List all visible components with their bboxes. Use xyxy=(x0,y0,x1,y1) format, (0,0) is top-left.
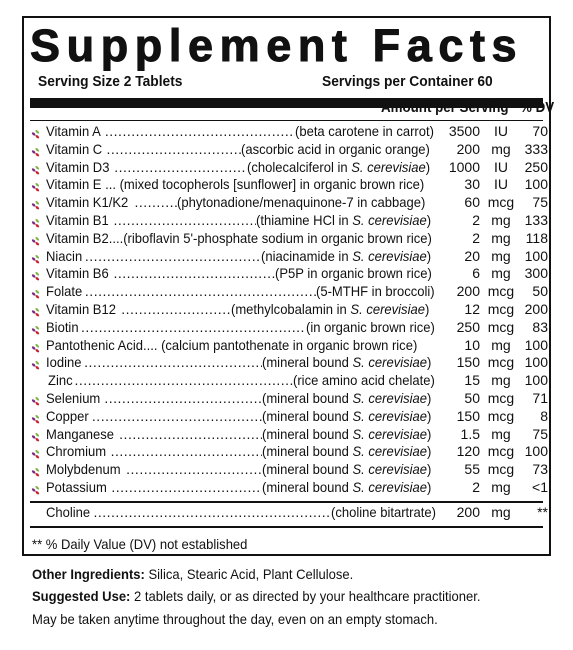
nutrient-amount: 30 xyxy=(464,176,480,193)
nutrient-dv: 200 xyxy=(524,301,548,317)
suggested-use xyxy=(32,588,480,604)
suggested-use-text: 2 tablets daily, or as directed by your healthcare practitioner. xyxy=(130,588,481,604)
nutrient-dv: 100 xyxy=(524,372,548,389)
nutrient-dv: 71 xyxy=(532,390,548,406)
nutrient-source: (phytonadione/menaquinone-7 in cabbage) xyxy=(177,194,426,211)
nutrient-dv: <1 xyxy=(532,479,548,495)
leaf-icon xyxy=(30,341,41,352)
nutrient-name: Selenium xyxy=(46,390,101,406)
nutrient-source: (mineral bound S. cerevisiae) xyxy=(261,354,432,371)
nutrient-unit: mg xyxy=(491,247,511,264)
nutrient-amount: 200 xyxy=(456,140,480,157)
suggested-use-label: Suggested Use: xyxy=(32,588,131,604)
nutrient-name: Zinc xyxy=(48,372,73,389)
nutrient-row-choline xyxy=(24,504,549,522)
nutrient-row xyxy=(24,461,549,479)
nutrient-name: Molybdenum xyxy=(46,461,121,478)
panel-title: Supplement Facts xyxy=(30,20,524,71)
nutrient-unit: mcg xyxy=(487,283,515,300)
nutrient-row xyxy=(24,265,549,283)
nutrient-name: Niacin xyxy=(46,247,83,264)
timing-note: May be taken anytime throughout the day, even on an empty stomach. xyxy=(32,611,438,627)
nutrient-name: Pantothenic Acid.... (calcium pantothenate in organic brown rice) xyxy=(46,336,418,353)
footnote-divider xyxy=(30,526,543,528)
nutrient-dv: 100 xyxy=(524,247,548,264)
nutrient-dv: 100 xyxy=(524,176,548,193)
nutrient-name: Vitamin B6 xyxy=(46,265,109,282)
nutrient-amount: 2 xyxy=(472,479,480,495)
nutrient-row xyxy=(24,283,549,301)
nutrient-dv: ** xyxy=(537,504,548,520)
nutrient-name: Vitamin K1/K2 xyxy=(46,194,129,211)
leaf-icon xyxy=(30,163,41,174)
dot-leader xyxy=(92,408,262,426)
nutrient-name: Biotin xyxy=(46,318,79,335)
nutrient-row xyxy=(24,372,549,390)
leaf-icon xyxy=(30,483,41,494)
nutrient-unit: mcg xyxy=(487,390,515,406)
leaf-icon xyxy=(30,198,41,209)
leaf-icon xyxy=(30,358,41,369)
nutrient-row xyxy=(24,354,549,372)
nutrient-row xyxy=(24,123,549,141)
leaf-icon xyxy=(30,269,41,280)
dv-footnote: ** % Daily Value (DV) not established xyxy=(32,536,248,552)
dv-header: % DV xyxy=(520,100,555,116)
nutrient-name: Potassium xyxy=(46,479,107,495)
nutrient-amount: 200 xyxy=(456,283,480,300)
nutrient-unit: mg xyxy=(491,504,511,520)
dot-leader xyxy=(111,443,262,461)
leaf-icon xyxy=(30,412,41,423)
leaf-icon xyxy=(30,305,41,316)
leaf-icon xyxy=(30,216,41,227)
nutrient-row xyxy=(24,337,549,355)
nutrient-row xyxy=(24,176,549,194)
nutrient-unit: mg xyxy=(491,229,511,246)
nutrient-name: Iodine xyxy=(46,354,82,371)
nutrient-source: (rice amino acid chelate) xyxy=(293,372,436,389)
nutrient-dv: 100 xyxy=(524,443,548,460)
nutrient-row xyxy=(24,319,549,337)
nutrient-unit: mcg xyxy=(487,318,515,335)
nutrient-dv: 83 xyxy=(532,318,548,335)
amount-header: Amount per Serving xyxy=(381,100,509,116)
nutrient-unit: mg xyxy=(491,140,511,157)
nutrient-row xyxy=(24,390,549,408)
nutrient-unit: mg xyxy=(491,479,511,495)
nutrient-amount: 2 xyxy=(472,212,480,228)
nutrient-source: (ascorbic acid in organic orange) xyxy=(240,140,430,157)
leaf-icon xyxy=(30,447,41,458)
nutrient-name: Choline xyxy=(46,504,91,520)
leaf-icon xyxy=(30,180,41,191)
nutrient-amount: 1.5 xyxy=(460,425,480,442)
servings-per-container: Servings per Container 60 xyxy=(322,74,493,90)
nutrient-source: (mineral bound S. cerevisiae) xyxy=(261,425,432,442)
nutrient-source: (beta carotene in carrot) xyxy=(294,123,434,139)
header-divider xyxy=(30,120,543,121)
dot-leader xyxy=(93,504,331,522)
dot-leader xyxy=(81,319,305,337)
dot-leader xyxy=(134,194,177,212)
nutrient-row xyxy=(24,194,549,212)
dot-leader xyxy=(105,123,295,141)
nutrient-unit: IU xyxy=(494,123,508,139)
choline-divider xyxy=(30,501,543,503)
nutrient-dv: 100 xyxy=(524,354,548,371)
nutrient-source: (mineral bound S. cerevisiae) xyxy=(261,390,432,406)
leaf-icon xyxy=(30,430,41,441)
nutrient-unit: mcg xyxy=(487,301,515,317)
leaf-icon xyxy=(30,394,41,405)
nutrient-row xyxy=(24,426,549,444)
leaf-icon xyxy=(30,465,41,476)
nutrient-amount: 150 xyxy=(456,354,480,371)
leaf-icon xyxy=(30,252,41,263)
nutrient-unit: mcg xyxy=(487,194,515,211)
nutrient-amount: 55 xyxy=(464,461,480,478)
nutrient-name: Vitamin B2....(riboflavin 5'-phosphate sodium in organic brown rice) xyxy=(46,229,432,246)
nutrient-name: Vitamin C xyxy=(46,140,103,157)
nutrient-dv: 300 xyxy=(524,265,548,282)
nutrient-amount: 200 xyxy=(456,504,480,520)
nutrient-amount: 15 xyxy=(464,372,480,389)
dot-leader xyxy=(121,301,231,319)
leaf-icon xyxy=(30,145,41,156)
nutrient-name: Vitamin B12 xyxy=(46,301,116,317)
nutrient-amount: 6 xyxy=(472,265,480,282)
nutrient-row xyxy=(24,479,549,497)
nutrient-unit: mg xyxy=(491,212,511,228)
nutrient-unit: mg xyxy=(491,372,511,389)
nutrient-source: (5-MTHF in broccoli) xyxy=(316,283,436,300)
nutrient-amount: 12 xyxy=(464,301,480,317)
nutrient-amount: 2 xyxy=(472,229,480,246)
nutrient-dv: 133 xyxy=(524,212,548,228)
leaf-icon xyxy=(30,127,41,138)
nutrient-unit: IU xyxy=(494,176,508,193)
nutrient-amount: 3500 xyxy=(448,123,480,139)
nutrient-amount: 1000 xyxy=(448,158,480,175)
nutrient-row xyxy=(24,141,549,159)
nutrient-amount: 10 xyxy=(464,336,480,353)
nutrient-dv: 70 xyxy=(532,123,548,139)
nutrient-source: (mineral bound S. cerevisiae) xyxy=(261,443,432,460)
other-ingredients-label: Other Ingredients: xyxy=(32,566,145,582)
nutrient-unit: mcg xyxy=(487,407,515,424)
nutrient-row xyxy=(24,443,549,461)
nutrient-amount: 60 xyxy=(464,194,480,211)
nutrient-name: Vitamin B1 xyxy=(46,212,109,228)
nutrient-row xyxy=(24,230,549,248)
nutrient-dv: 250 xyxy=(524,158,548,175)
nutrient-unit: mcg xyxy=(487,354,515,371)
nutrient-row xyxy=(24,248,549,266)
nutrient-dv: 75 xyxy=(532,194,548,211)
dot-leader xyxy=(113,265,275,283)
nutrient-source: (mineral bound S. cerevisiae) xyxy=(261,461,432,478)
dot-leader xyxy=(126,461,262,479)
nutrient-dv: 333 xyxy=(524,140,548,157)
nutrient-amount: 250 xyxy=(456,318,480,335)
nutrient-name: Vitamin D3 xyxy=(46,158,110,175)
nutrient-name: Folate xyxy=(46,283,83,300)
nutrient-dv: 50 xyxy=(532,283,548,300)
nutrient-name: Manganese xyxy=(46,425,115,442)
leaf-icon xyxy=(30,287,41,298)
nutrient-dv: 8 xyxy=(540,407,548,424)
nutrient-name: Vitamin A xyxy=(46,123,101,139)
nutrient-name: Copper xyxy=(46,407,89,424)
nutrient-unit: mg xyxy=(491,265,511,282)
supplement-facts-panel xyxy=(22,16,555,556)
nutrient-source: (niacinamide in S. cerevisiae) xyxy=(261,247,432,264)
other-ingredients-text: Silica, Stearic Acid, Plant Cellulose. xyxy=(144,566,354,582)
other-ingredients xyxy=(32,566,353,582)
nutrient-amount: 20 xyxy=(464,247,480,264)
nutrient-amount: 150 xyxy=(456,407,480,424)
dot-leader xyxy=(114,159,247,177)
dot-leader xyxy=(74,372,293,390)
serving-size: Serving Size 2 Tablets xyxy=(38,74,183,90)
dot-leader xyxy=(84,354,262,372)
nutrient-source: (in organic brown rice) xyxy=(305,318,435,335)
nutrient-name: Vitamin E ... (mixed tocopherols [sunflower] in organic brown rice) xyxy=(46,176,425,193)
nutrient-unit: IU xyxy=(494,158,508,175)
dot-leader xyxy=(106,141,240,159)
leaf-icon xyxy=(30,323,41,334)
dot-leader xyxy=(85,248,261,266)
nutrient-dv: 73 xyxy=(532,461,548,478)
dot-leader xyxy=(119,426,262,444)
nutrient-unit: mcg xyxy=(487,443,515,460)
nutrient-amount: 120 xyxy=(456,443,480,460)
nutrient-row xyxy=(24,408,549,426)
nutrient-dv: 100 xyxy=(524,336,548,353)
nutrient-dv: 118 xyxy=(525,229,548,246)
nutrient-source: (cholecalciferol in S. cerevisiae) xyxy=(247,158,431,175)
nutrient-source: (P5P in organic brown rice) xyxy=(275,265,433,282)
nutrient-source: (mineral bound S. cerevisiae) xyxy=(261,407,432,424)
dot-leader xyxy=(113,212,255,230)
nutrient-amount: 50 xyxy=(464,390,480,406)
dot-leader xyxy=(104,390,262,408)
nutrient-source: (thiamine HCl in S. cerevisiae) xyxy=(255,212,431,228)
nutrient-source: (mineral bound S. cerevisiae) xyxy=(261,479,432,495)
nutrient-name: Chromium xyxy=(46,443,107,460)
nutrient-unit: mg xyxy=(491,336,511,353)
dot-leader xyxy=(111,479,262,497)
leaf-icon xyxy=(30,234,41,245)
nutrient-row xyxy=(24,159,549,177)
nutrient-source: (methylcobalamin in S. cerevisiae) xyxy=(230,301,430,317)
nutrient-unit: mg xyxy=(491,425,511,442)
nutrient-source: (choline bitartrate) xyxy=(331,504,437,520)
nutrient-dv: 75 xyxy=(532,425,548,442)
nutrient-row xyxy=(24,212,549,230)
dot-leader xyxy=(85,283,317,301)
nutrient-unit: mcg xyxy=(487,461,515,478)
nutrient-row xyxy=(24,301,549,319)
